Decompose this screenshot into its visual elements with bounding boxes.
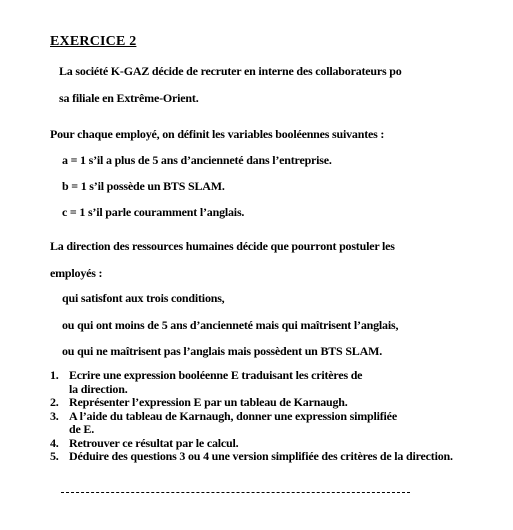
question-text-continued: de E. [69, 422, 95, 436]
question-number: 1. [50, 368, 59, 382]
question-number: 2. [50, 395, 59, 409]
question-number: 3. [50, 408, 59, 423]
question-number: 4. [50, 435, 59, 450]
question-text: Ecrire une expression booléenne E traduisant les critères de [69, 368, 363, 382]
direction-line-2: employés : [50, 266, 103, 280]
condition-1: qui satisfont aux trois conditions, [62, 291, 225, 305]
intro-line-2: sa filiale en Extrême-Orient. [59, 91, 199, 105]
question-text-continued: la direction. [69, 381, 128, 396]
question-item [50, 437, 453, 451]
question-text: Représenter l’expression E par un tableau de Karnaugh. [69, 395, 348, 409]
questions-list [50, 369, 453, 464]
variables-intro: Pour chaque employé, on définit les variables booléennes suivantes : [50, 127, 385, 141]
question-item [50, 369, 453, 396]
question-text: A l’aide du tableau de Karnaugh, donner une expression simplifiée [69, 408, 397, 423]
dashed-separator [61, 492, 410, 493]
variable-c-definition: c = 1 s’il parle couramment l’anglais. [62, 205, 245, 219]
condition-3: ou qui ne maîtrisent pas l’anglais mais possèdent un BTS SLAM. [62, 344, 383, 358]
intro-line-1: La société K-GAZ décide de recruter en interne des collaborateurs po [59, 64, 402, 78]
question-text: Déduire des questions 3 ou 4 une version simplifiée des critères de la direction. [69, 449, 453, 463]
condition-2: ou qui ont moins de 5 ans d’ancienneté mais qui maîtrisent l’anglais, [62, 318, 399, 332]
question-item [50, 410, 453, 437]
direction-line-1: La direction des ressources humaines décide que pourront postuler les [50, 239, 395, 253]
question-text: Retrouver ce résultat par le calcul. [69, 435, 239, 450]
variable-b-definition: b = 1 s’il possède un BTS SLAM. [62, 179, 225, 193]
question-item [50, 396, 453, 410]
question-item [50, 450, 453, 464]
question-number: 5. [50, 449, 59, 463]
variable-a-definition: a = 1 s’il a plus de 5 ans d’ancienneté dans l’entreprise. [62, 153, 332, 167]
exercise-title: EXERCICE 2 [50, 34, 137, 49]
